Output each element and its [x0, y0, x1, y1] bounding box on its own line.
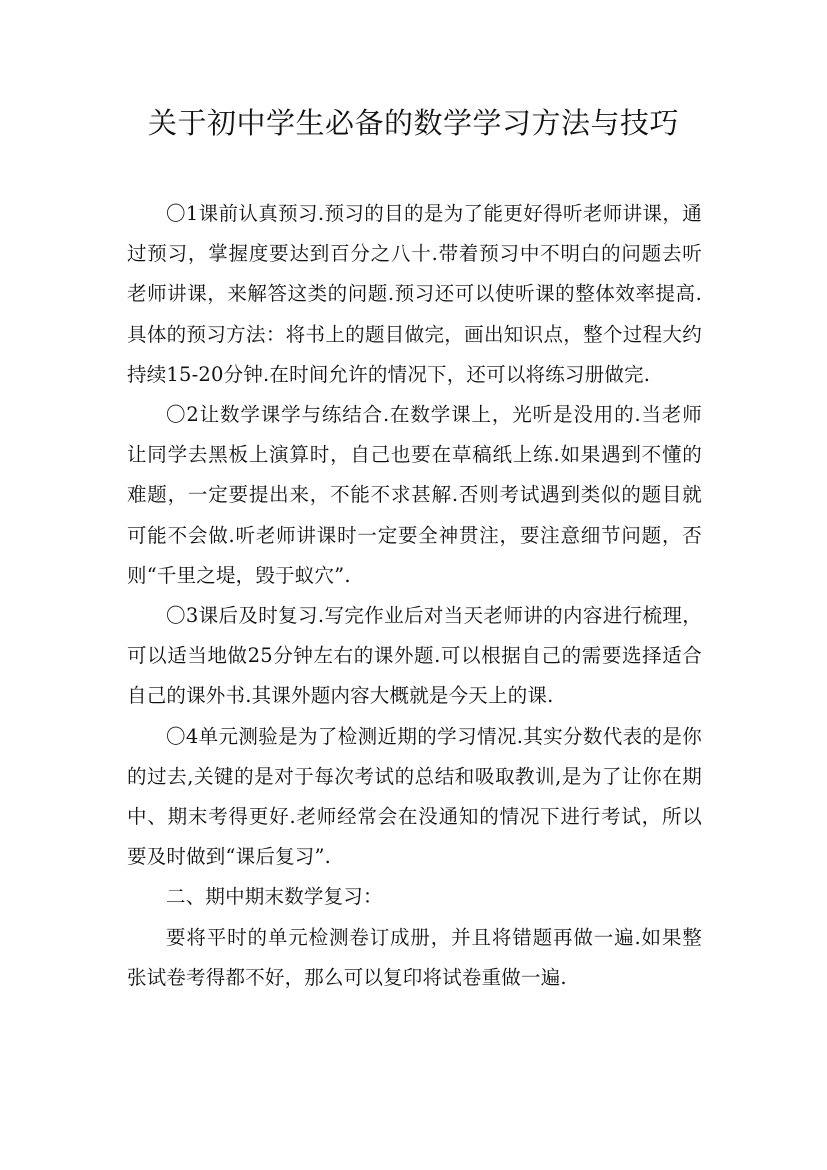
- document-title: 关于初中学生必备的数学学习方法与技巧: [147, 106, 679, 140]
- paragraph-exam-review: 要将平时的单元检测卷订成册，并且将错题再做一遍.如果整张试卷考得都不好，那么可以复印将试卷重做一遍.: [127, 925, 702, 989]
- paragraph-after-class-review: 〇3课后及时复习.写完作业后对当天老师讲的内容进行梳理，可以适当地做25分钟左右的课外题.可以根据自己的需要选择适合自己的课外书.其课外题内容大概就是今天上的课.: [127, 604, 702, 708]
- document-body: [127, 194, 702, 998]
- paragraph-unit-test: 〇4单元测验是为了检测近期的学习情况.其实分数代表的是你的过去,关键的是对于每次考试的总结和吸取教训,是为了让你在期中、期末考得更好.老师经常会在没通知的情况下进行考试，所以要及时做到“课后复习”.: [127, 724, 702, 869]
- paragraph-preview-study: 〇1课前认真预习.预习的目的是为了能更好得听老师讲课，通过预习，掌握度要达到百分之八十.带着预习中不明白的问题去听老师讲课，来解答这类的问题.预习还可以使听课的整体效率提高.具体的预习方法：将书上的题目做完，画出知识点，整个过程大约持续15-20分钟.在时间允许的情况下，还可以将练习册做完.: [127, 202, 702, 386]
- paragraph-class-practice: 〇2让数学课学与练结合.在数学课上，光听是没用的.当老师让同学去黑板上演算时，自己也要在草稿纸上练.如果遇到不懂的难题，一定要提出来，不能不求甚解.否则考试遇到类似的题目就可能不会做.听老师讲课时一定要全神贯注，要注意细节问题，否则“千里之堤，毁于蚁穴”.: [127, 403, 702, 587]
- section-heading-exam-review: 二、期中期末数学复习：: [166, 885, 383, 909]
